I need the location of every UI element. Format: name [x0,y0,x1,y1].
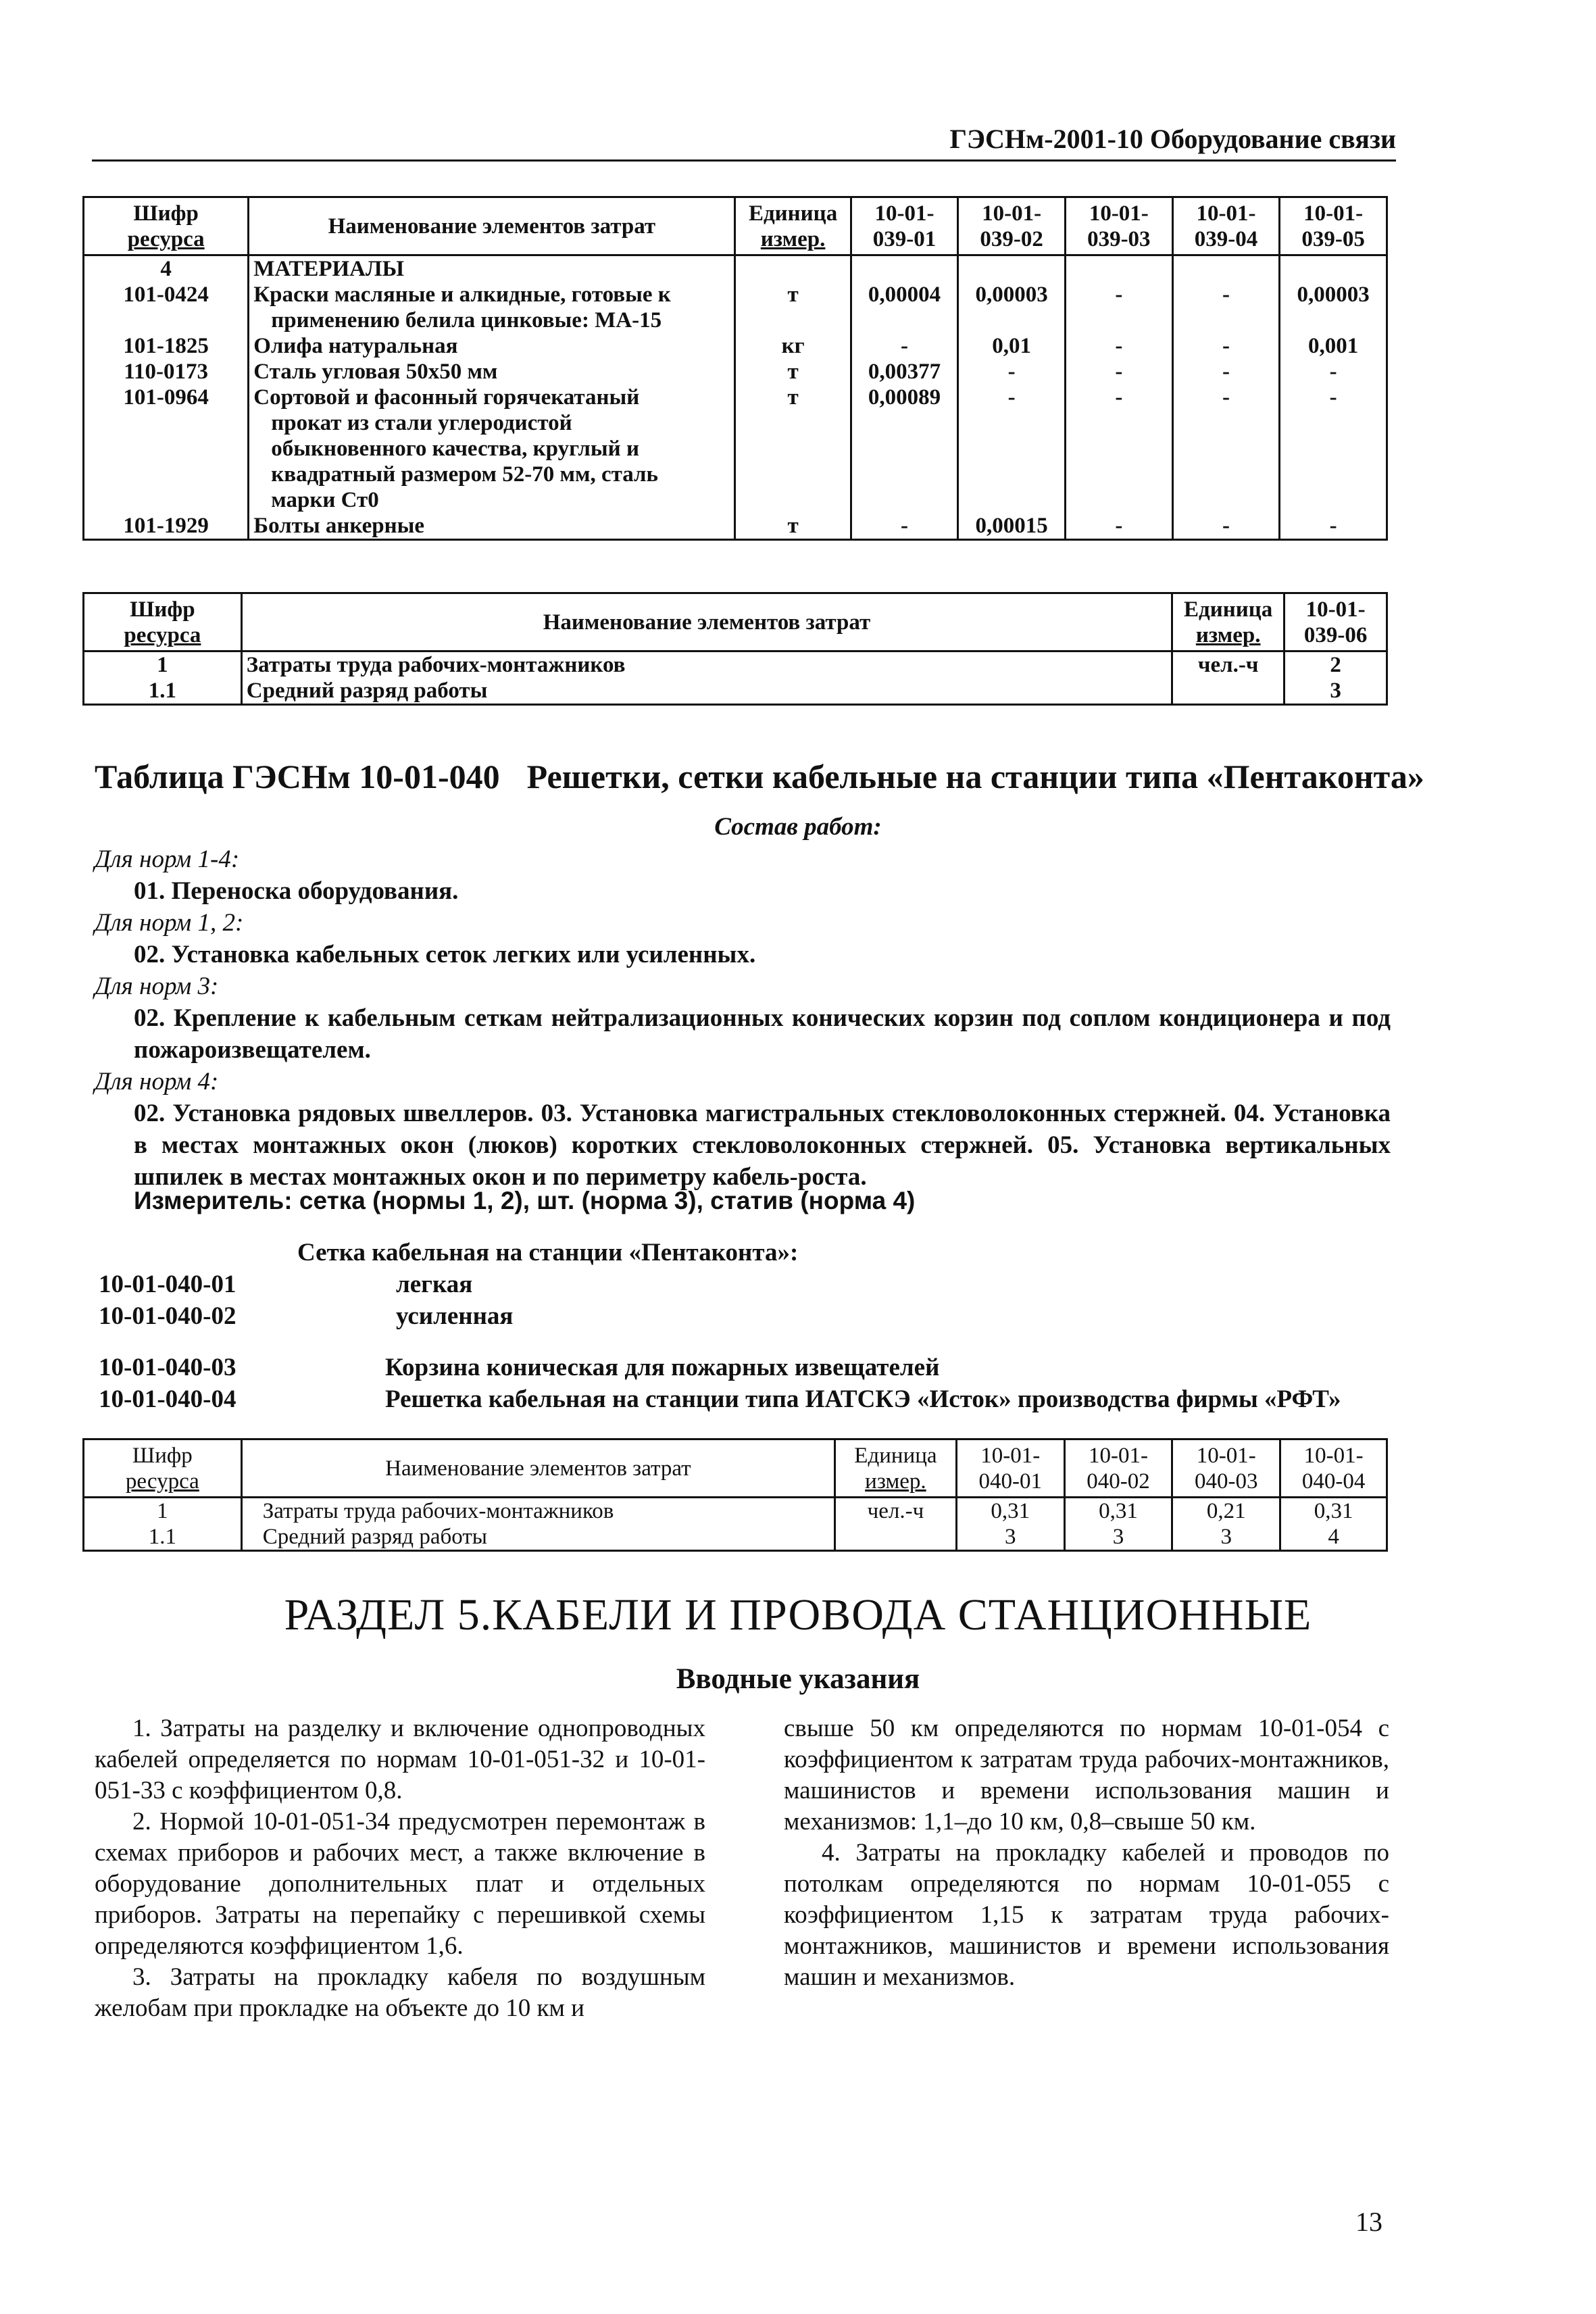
measure-line: Измеритель: сетка (нормы 1, 2), шт. (норма 3), статив (норма 4) [134,1187,916,1214]
cell-value: 3 [956,1524,1064,1551]
labor-table-039 [82,592,1388,706]
norms-condition: Для норм 1-4: [95,845,240,873]
cell-name: Краски масляные и алкидные, готовые к применению белила цинковые: МА-15 [249,282,735,333]
header-unit: Единица измер. [834,1439,956,1498]
cell-unit [1172,678,1285,705]
header-name: Наименование элементов затрат [241,593,1172,651]
norms-condition: Для норм 1, 2: [95,909,244,937]
cell-value: 0,00377 [851,359,958,385]
cell-value: 0,00003 [1280,282,1387,333]
cell-value: - [1065,359,1172,385]
table-row [84,1524,1387,1551]
table-row [84,513,1387,540]
norm-row [99,1352,939,1383]
cell-value: - [851,513,958,540]
cell-value: 3 [1285,678,1387,705]
cell-value: 0,01 [958,333,1066,359]
work-item: 02. Установка рядовых швеллеров. 03. Установка магистральных стекловолоконных стержней. 04. Установка в местах монтажных окон (люков) коротких стекловолоконных стержней. 05. Установка вертикальных шпилек в местах монтажных окон и по периметру кабель-роста. [134,1100,1391,1191]
labor-table-040 [82,1438,1388,1552]
header-col: 10-01- 040-03 [1172,1439,1280,1498]
cell-name: Сталь угловая 50х50 мм [249,359,735,385]
cell-name: Средний разряд работы [241,678,1172,705]
norm-text: легкая [396,1271,473,1298]
cell-code: 1 [84,651,242,679]
header-col: 10-01- 039-01 [851,197,958,255]
cell-value: 0,001 [1280,333,1387,359]
table-row [84,333,1387,359]
cell-value: - [1172,359,1280,385]
intro-left-column [95,1713,705,2024]
cell-value: 3 [1064,1524,1172,1551]
cell-unit: т [735,513,851,540]
cell-name: МАТЕРИАЛЫ [249,255,735,282]
cell-code: 101-0424 [84,282,249,333]
cell-name: Болты анкерные [249,513,735,540]
header-col: 10-01- 040-02 [1064,1439,1172,1498]
header-code: Шифр ресурса [84,1439,242,1498]
cell-value: 0,21 [1172,1498,1280,1525]
table-header-row [84,197,1387,255]
table-title-label: Таблица ГЭСНм 10-01-040 [95,758,500,795]
cell-value: - [1065,385,1172,513]
cell-code: 4 [84,255,249,282]
cell-unit: кг [735,333,851,359]
work-item: 01. Переноска оборудования. [134,877,459,905]
table-title [95,757,1424,796]
table-row [84,282,1387,333]
cell-value: - [1172,282,1280,333]
cell-value: 0,00089 [851,385,958,513]
norm-code: 10-01-040-04 [99,1385,236,1413]
running-header: ГЭСНм-2001-10 Оборудование связи [949,124,1396,154]
cell-value: - [1172,513,1280,540]
work-item: 02. Установка кабельных сеток легких или усиленных. [134,941,756,968]
cell-value: 0,31 [1064,1498,1172,1525]
cell-unit: т [735,385,851,513]
cell-value: - [1280,513,1387,540]
cell-unit: чел.-ч [834,1498,956,1525]
header-col: 10-01- 039-02 [958,197,1066,255]
cell-name: Сортовой и фасонный горячекатаный прокат из стали углеродистой обыкновенного качества, круглый и квадратный размером 52-70 мм, сталь марки Ст0 [249,385,735,513]
cell-name: Олифа натуральная [249,333,735,359]
table-header-row [84,593,1387,651]
cell-value: - [1065,513,1172,540]
cell-name: Затраты труда рабочих-монтажников [241,1498,834,1525]
table-row [84,359,1387,385]
materials-table [82,196,1388,541]
cell-unit: чел.-ч [1172,651,1285,679]
header-name: Наименование элементов затрат [241,1439,834,1498]
table-row [84,385,1387,513]
intro-paragraph: 2. Нормой 10-01-051-34 предусмотрен перемонтаж в схемах приборов и рабочих мест, а также включение в оборудование дополнительных плат и отдельных приборов. Затраты на перепайку с перешивкой схемы определяются коэффициентом 1,6. [95,1808,705,1960]
cell-code: 1.1 [84,678,242,705]
norm-group-title: Сетка кабельная на станции «Пентаконта»: [297,1239,799,1266]
norm-text: усиленная [396,1302,514,1330]
cell-value: 0,00004 [851,282,958,333]
cell-code: 1.1 [84,1524,242,1551]
table-row [84,1498,1387,1525]
norm-text: Корзина коническая для пожарных извещателей [385,1354,940,1381]
header-code: Шифр ресурса [84,593,242,651]
norm-code: 10-01-040-02 [99,1302,236,1330]
cell-code: 1 [84,1498,242,1525]
cell-value: - [1172,385,1280,513]
intro-paragraph: 3. Затраты на прокладку кабеля по воздушным желобам при прокладке на объекте до 10 км и [95,1963,705,2022]
header-unit: Единица измер. [1172,593,1285,651]
table-title-name: Решетки, сетки кабельные на станции типа «Пентаконта» [526,758,1424,795]
cell-code: 101-1929 [84,513,249,540]
cell-unit: т [735,282,851,333]
cell-value: 3 [1172,1524,1280,1551]
header-col: 10-01- 039-04 [1172,197,1280,255]
header-col: 10-01- 040-01 [956,1439,1064,1498]
cell-value: - [958,359,1066,385]
work-item: 02. Крепление к кабельным сеткам нейтрализационных конических корзин под соплом кондиционера и под пожароизвещателем. [134,1004,1391,1064]
intro-paragraph: 4. Затраты на прокладку кабелей и проводов по потолкам определяются по нормам 10-01-055 с коэффициентом 1,15 к затратам труда рабочих-монтажников, машинистов и времени использования машин и механизмов. [784,1839,1389,1991]
table-row [84,255,1387,282]
intro-paragraph: свыше 50 км определяются по нормам 10-01-054 с коэффициентом к затратам труда рабочих-монтажников, машинистов и времени использования машин и механизмов: 1,1–до 10 км, 0,8–свыше 50 км. [784,1715,1389,1836]
intro-right-column [784,1713,1389,1993]
cell-value: 0,00003 [958,282,1066,333]
norm-text: Решетка кабельная на станции типа ИАТСКЭ «Исток» производства фирмы «РФТ» [385,1385,1341,1413]
cell-value: 0,31 [1280,1498,1387,1525]
cell-value: 0,31 [956,1498,1064,1525]
header-col: 10-01- 039-03 [1065,197,1172,255]
norms-condition: Для норм 4: [95,1068,219,1096]
header-code: Шифр ресурса [84,197,249,255]
intro-paragraph: 1. Затраты на разделку и включение однопроводных кабелей определяется по нормам 10-01-051-32 и 10-01-051-33 с коэффициентом 0,8. [95,1715,705,1804]
norm-code: 10-01-040-01 [99,1271,236,1298]
cell-value: - [1172,333,1280,359]
norm-row [99,1383,1341,1415]
norms-condition: Для норм 3: [95,973,219,1000]
cell-value: - [1065,333,1172,359]
header-unit: Единица измер. [735,197,851,255]
norm-code: 10-01-040-03 [99,1354,236,1381]
header-col: 10-01- 039-06 [1285,593,1387,651]
header-col: 10-01- 039-05 [1280,197,1387,255]
cell-value: 2 [1285,651,1387,679]
table-row [84,678,1387,705]
cell-unit [834,1524,956,1551]
norm-row [99,1269,472,1300]
cell-value: - [1280,359,1387,385]
composition-heading: Состав работ: [714,813,882,841]
cell-unit: т [735,359,851,385]
cell-value: 0,00015 [958,513,1066,540]
section-title: РАЗДЕЛ 5.КАБЕЛИ И ПРОВОДА СТАНЦИОННЫЕ [284,1590,1312,1640]
intro-title: Вводные указания [676,1663,920,1695]
cell-value: - [958,385,1066,513]
cell-value: 4 [1280,1524,1387,1551]
norm-row [99,1300,513,1332]
cell-value: - [851,333,958,359]
header-name: Наименование элементов затрат [249,197,735,255]
cell-value: - [1065,282,1172,333]
cell-code: 110-0173 [84,359,249,385]
table-row [84,651,1387,679]
header-rule [92,159,1396,162]
cell-value: - [1280,385,1387,513]
cell-name: Средний разряд работы [241,1524,834,1551]
table-header-row [84,1439,1387,1498]
cell-code: 101-0964 [84,385,249,513]
cell-name: Затраты труда рабочих-монтажников [241,651,1172,679]
header-col: 10-01- 040-04 [1280,1439,1387,1498]
page-number: 13 [1355,2207,1382,2237]
cell-code: 101-1825 [84,333,249,359]
